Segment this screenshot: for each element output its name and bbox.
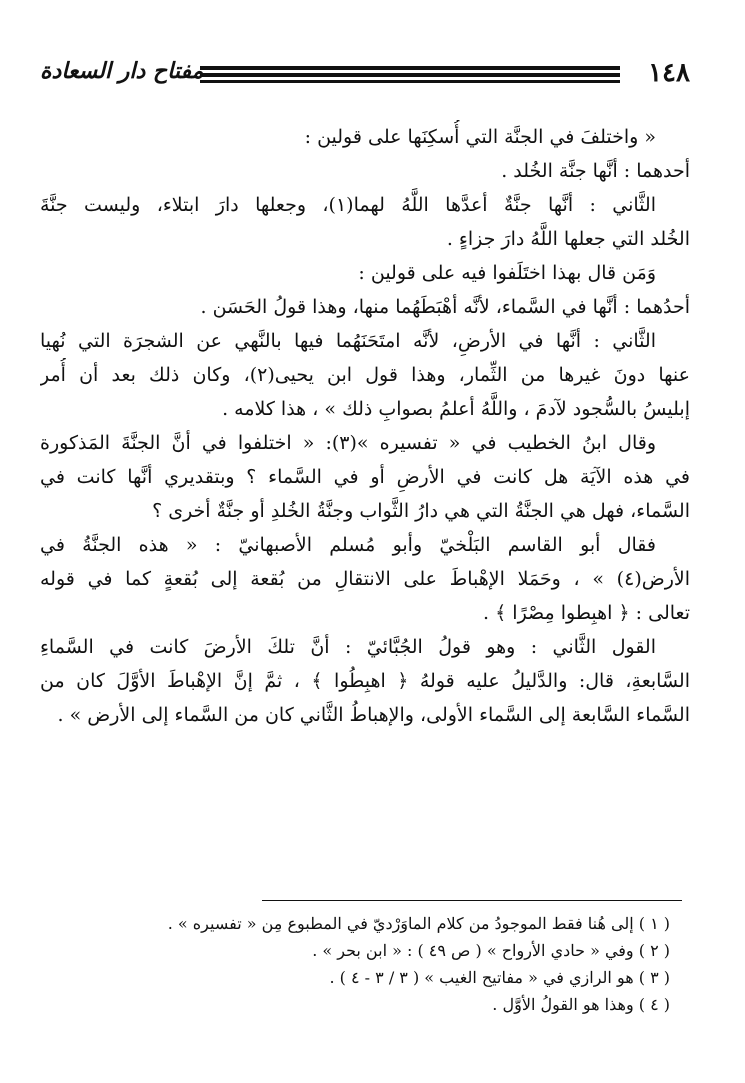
footnote-2: ( ٢ ) وفي « حادي الأرواح » ( ص ٤٩ ) : « ابن بحر » .	[312, 941, 670, 960]
text-line: الثَّاني : أنَّها جنَّةٌ أعدَّها اللَّهُ لهما(١)، وجعلها دارَ ابتلاء، وليست جنَّةَ	[40, 194, 656, 216]
text-line: الخُلد التي جعلها اللَّهُ دارَ جزاءٍ .	[446, 228, 690, 250]
text-line: تعالى : ﴿ اهبِطوا مِصْرًا ﴾ .	[483, 602, 690, 624]
text-line: السَّابعةِ، قال: والدَّليلُ عليه قولهُ ﴿ اهبِطُوا ﴾ ، ثمَّ إنَّ الإهْباطَ الأوَّلَ كان من	[40, 670, 690, 692]
running-title: مفتاح دار السعادة	[40, 58, 204, 84]
text-line: في هذه الآيَة هل كانت في الأرضِ أو في السَّماء ؟ وبتقديري أنَّها كانت في	[40, 466, 690, 488]
footnotes	[60, 910, 670, 1018]
text-line: إبليسُ بالسُّجود لآدمَ ، واللَّهُ أعلمُ بصوابِ ذلك » ، هذا كلامه .	[222, 398, 690, 420]
text-line: أحدُهما : أنَّها في السَّماء، لأنَّه أهْبَطَهُما منها، وهذا قولُ الحَسَن .	[200, 296, 690, 318]
main-text	[40, 120, 690, 732]
page-header	[40, 56, 690, 100]
text-line: عنها دونَ غيرها من الثِّمار، وهذا قول ابن يحيى(٢)، وكان ذلك بعد أن أُمر	[40, 364, 690, 386]
text-line: السَّماء السَّابعة إلى السَّماء الأولى، والإهباطُ الثَّاني كان من السَّماء إلى الأرض » .	[57, 704, 690, 726]
footnote-1: ( ١ ) إلى هُنا فقط الموجودُ من كلام الماوَرْديّ في المطبوع مِن « تفسيره » .	[167, 914, 670, 933]
text-line: الأرض(٤) » ، وحَمَلا الإهْباطَ على الانتقالِ من بُقعة إلى بُقعةٍ كما في قوله	[40, 568, 690, 590]
footnote-separator	[262, 900, 682, 901]
text-line: القول الثَّاني : وهو قولُ الجُبَّائيّ : أنَّ تلكَ الأرضَ كانت في السَّماءِ	[40, 636, 656, 658]
header-rule	[200, 66, 620, 84]
text-line: السَّماء، فهل هي الجنَّةُ التي هي دارُ الثَّواب وجنَّةُ الخُلدِ أو جنَّةٌ أخرى ؟	[152, 500, 690, 522]
text-line: الثَّاني : أنَّها في الأرضِ، لأنَّه امتَحَنَهُما فيها بالنَّهي عن الشجرَة التي نُهيا	[40, 330, 656, 352]
text-line: وَمَن قال بهذا اختَلَفوا فيه على قولين :	[358, 262, 656, 284]
text-line: « واختلفَ في الجنَّة التي أُسكِنَها على قولين :	[304, 126, 656, 148]
footnote-4: ( ٤ ) وهذا هو القولُ الأوَّل .	[492, 995, 670, 1014]
page-number: ١٤٨	[648, 58, 690, 88]
text-line: فقال أبو القاسم البَلْخيّ وأبو مُسلم الأصبهانيّ : « هذه الجنَّةُ في	[40, 534, 656, 556]
text-line: وقال ابنُ الخطيب في « تفسيره »(٣): « اختلفوا في أنَّ الجنَّةَ المَذكورة	[40, 432, 656, 454]
footnote-3: ( ٣ ) هو الرازي في « مفاتيح الغيب » ( ٣ / ٣ - ٤ ) .	[329, 968, 670, 987]
text-line: أحدهما : أنَّها جنَّة الخُلد .	[501, 160, 690, 182]
